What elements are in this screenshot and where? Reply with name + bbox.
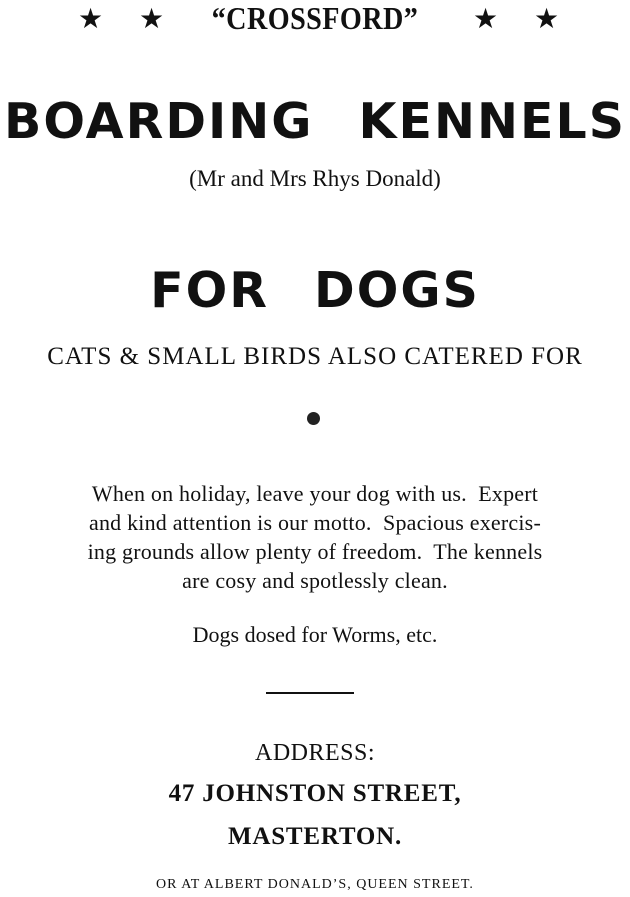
alternate-address: OR AT ALBERT DONALD’S, QUEEN STREET. xyxy=(156,877,474,892)
subtitle-for-dogs: FOR DOGS xyxy=(150,262,480,319)
page-title: BOARDING KENNELS xyxy=(4,93,626,150)
body-text-line: are cosy and spotlessly clean. xyxy=(182,568,448,593)
star-icon: ★ xyxy=(534,2,560,35)
bullet-icon xyxy=(307,412,320,425)
owners-line: (Mr and Mrs Rhys Donald) xyxy=(189,166,441,191)
body-text-line: When on holiday, leave your dog with us. Expert xyxy=(91,481,539,506)
address-town: MASTERTON. xyxy=(227,823,403,850)
body-text-line: ing grounds allow plenty of freedom. The kennels xyxy=(87,539,543,564)
address-label: ADDRESS: xyxy=(254,740,376,766)
worms-note: Dogs dosed for Worms, etc. xyxy=(192,622,438,647)
header-row xyxy=(0,0,630,40)
kennel-name: “CROSSFORD” xyxy=(211,0,419,36)
star-icon: ★ xyxy=(473,2,499,35)
divider xyxy=(266,692,354,694)
body-text-line: and kind attention is our motto. Spacious exercis- xyxy=(89,510,541,535)
address-street: 47 JOHNSTON STREET, xyxy=(168,780,462,807)
star-icon: ★ xyxy=(139,2,165,35)
also-catered-line: CATS & SMALL BIRDS ALSO CATERED FOR xyxy=(47,343,583,370)
star-icon: ★ xyxy=(78,2,104,35)
